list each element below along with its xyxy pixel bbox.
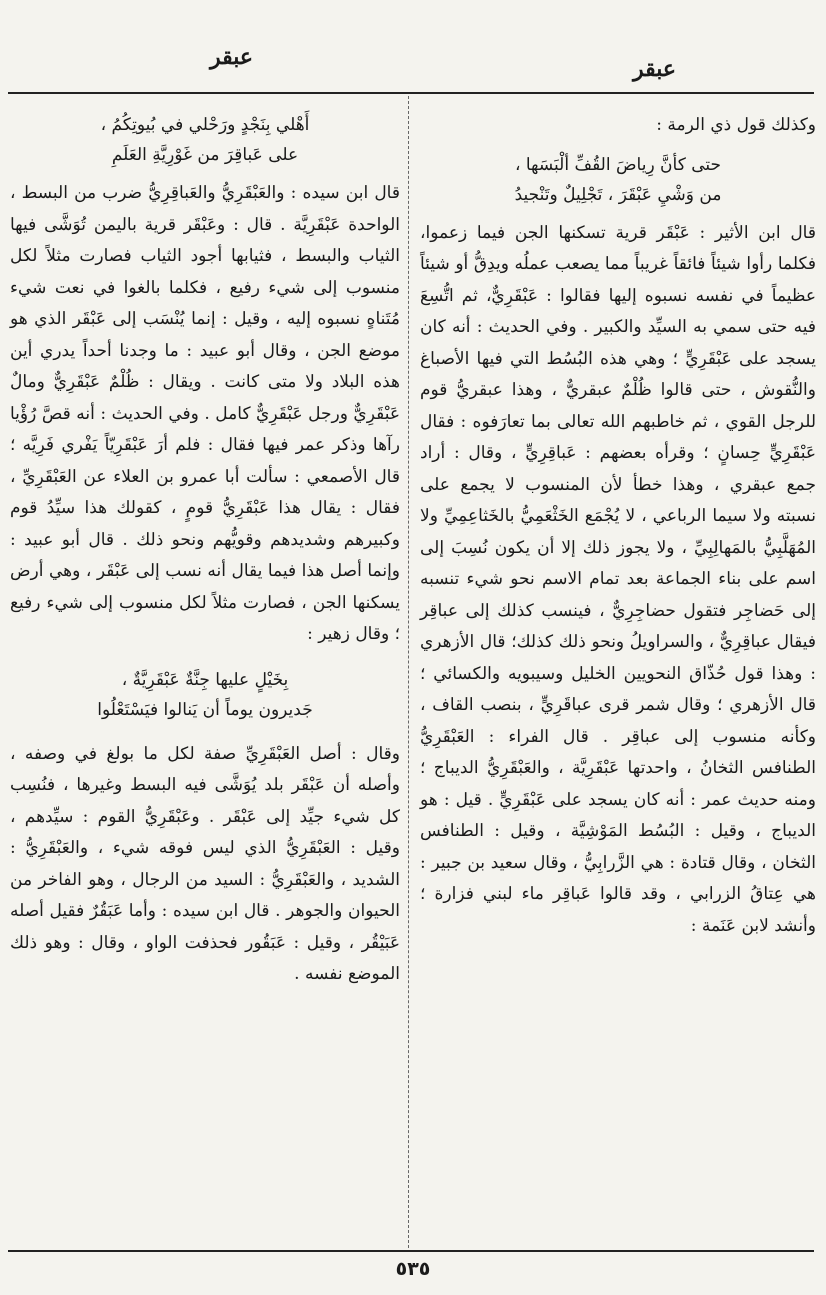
right-column: [420, 110, 816, 942]
body-paragraph: قال ابن الأثير : عَبْقَر قرية تسكنها الجن فيما زعموا، فكلما رأوا شيئاً فائقاً غريباً مما يصعب عملُه ويدِقُّ أو شيئاً عظيماً في نفسه نسبوه إليها فقالوا : عَبْقَرِيٌّ، ثم اتُّسِعَ فيه حتى سمي به السيِّد والكبير . وفي الحديث : أنه كان يسجد على عَبْقَرِيٍّ ؛ وهي هذه البُسُط التي فيها الأصباغ والنُّقوش ، حتى قالوا ظُلْمٌ عبقريٌّ ، وهذا عبقريُّ قوم للرجل القوي ، ثم خاطبهم الله تعالى بما تعارَفوه : فقال عَبْقَرِيٍّ حِسانٍ ؛ وقرأه بعضهم : عَباقِرِيٍّ ، وقال : أراد جمع عبقري ، وهذا خطأ لأن المنسوب لا يجمع على نسبته ولا سيما الرباعي ، لا يُجْمَع الخَثْعَمِيُّ بالخَثاعِمِيِّ ولا المُهَلَّبِيُّ بالمَهالِبِيِّ ، ولا يجوز ذلك إلا أن يكون نُسِبَ إلى اسم على بناء الجماعة بعد تمام الاسم نحو شيء تنسبه إلى حَضاجِر فتقول حضاجِرِيٌّ ، فينسب كذلك إلى عباقِر فيقال عباقِرِيٌّ ، والسراويلُ ونحو ذلك كذلك؛ قال الأزهري : وهذا قول حُذّاق النحويين الخليل وسيبويه والكسائي ؛ قال الأزهري ؛ وقال شمر قرى عباقَرِيٍّ ، بنصب القاف ، وكأنه منسوب إلى عباقِر . قال الفراء : العَبْقَرِيُّ الطنافس الثخانُ ، واحدتها عَبْقَرِيَّة ، والعَبْقَرِيُّ الديباج ؛ ومنه حديث عمر : أنه كان يسجد على عَبْقَرِيٍّ . قيل : هو الديباج ، وقيل : البُسُط المَوْشِيَّة ، وقيل : الطنافس الثخان ، وقال قتادة : هي الزَّرابِيُّ ، وقال سعيد بن جبير : هي عِتاقُ الزرابي ، وقد قالوا عَباقِر ماء لبني فزارة ؛ وأنشد لابن عَنَمة :: [420, 222, 816, 936]
page-header: [0, 40, 826, 100]
bottom-rule: [8, 1250, 814, 1252]
verse-line: حتى كأنَّ رِياضَ القُفِّ ألْبَسَها ،: [514, 154, 722, 175]
page-number: ٥٣٥: [395, 1258, 431, 1280]
verse-zuhayr: [10, 665, 400, 725]
verse-line: من وَشْيِ عَبْقَرَ ، تَجْلِيلٌ وتَنْجيدُ: [514, 184, 722, 205]
left-headword: عبقر: [210, 44, 254, 70]
verse-line: على عَباقِرَ من غَوْرِيَّةِ العَلَمِ: [111, 145, 299, 165]
intro-line: وكذلك قول ذي الرمة :: [656, 115, 816, 135]
verse-dhu-al-rumma: [420, 150, 816, 210]
body-paragraph: قال ابن سيده : والعَبْقَرِيُّ والعَباقِرِيُّ ضرب من البسط ، الواحدة عَبْقَرِيَّة . قال : وعَبْقَر قرية باليمن تُوَشَّى فيها الثياب والبسط ، فثيابها أجود الثياب فصارت مثلاً لكل منسوب إلى شيء رفيع ، فكلما بالغوا في نعت شيء مُتَناهٍ نسبوه إليه ، وقيل : إنما يُنْسَب إلى عَبْقَر الذي هو موضع الجن ، وقال أبو عبيد : ما وجدنا أحداً يدري أين هذه البلاد ولا متى كانت . ويقال : ظُلْمٌ عَبْقَرِيٌّ ومالٌ عَبْقَرِيٌّ ورجل عَبْقَرِيٌّ كامل . وفي الحديث : أنه قصَّ رُؤْيا رآها وذكر عمر فيها فقال : فلم أرَ عَبْقَرِيّاً يَفْري فَرِيَّه ؛ قال الأصمعي : سألت أبا عمرو بن العلاء عن العَبْقَرِيِّ ، فقال : يقال هذا عَبْقَرِيُّ قومٍ ، كقولك هذا سيِّدُ قوم وكبيرهم وشديدهم وقويُّهم ونحو ذلك . قال أبو عبيد : وإنما أصل هذا فيما يقال أنه نسب إلى عَبْقَر ، وهي أرض يسكنها الجن ، فصارت مثلاً لكل منسوب إلى شيء رفيع ؛ وقال زهير :: [10, 183, 400, 644]
verse-ibn-anama: [10, 110, 400, 170]
verse-line: جَديرون يوماً أن يَنالوا فيَسْتَعْلُوا: [97, 699, 313, 720]
column-divider: [408, 96, 409, 1248]
body-paragraph: وقال : أصل العَبْقَرِيِّ صفة لكل ما بولغ في وصفه ، وأصله أن عَبْقَر بلد يُوَشَّى فيه البسط وغيرها ، فنُسِب كل شيء جيِّد إلى عَبْقَر . وعَبْقَرِيُّ القوم : سيِّدهم ، وقيل : العَبْقَرِيُّ الذي ليس فوقه شيء ، والعَبْقَرِيُّ : الشديد ، والعَبْقَرِيُّ : السيد من الرجال ، وهو الفاخر من الحيوان والجوهر . قال ابن سيده : وأما عَبَقُرٌ فقيل أصله عَبَيْقُر ، وقيل : عَبَقُور فحذفت الواو ، وقال : وهو ذلك الموضع نفسه .: [10, 743, 400, 984]
right-headword: عبقر: [632, 56, 676, 82]
top-rule: [8, 92, 814, 94]
verse-line: بِخَيْلٍ عليها جِنَّةٌ عَبْقَرِيَّةٌ ،: [121, 669, 289, 690]
verse-line: أَهْلي بِنَجْدٍ ورَحْلي في بُيوتِكُمُ ،: [100, 115, 310, 135]
left-column: [10, 110, 400, 991]
